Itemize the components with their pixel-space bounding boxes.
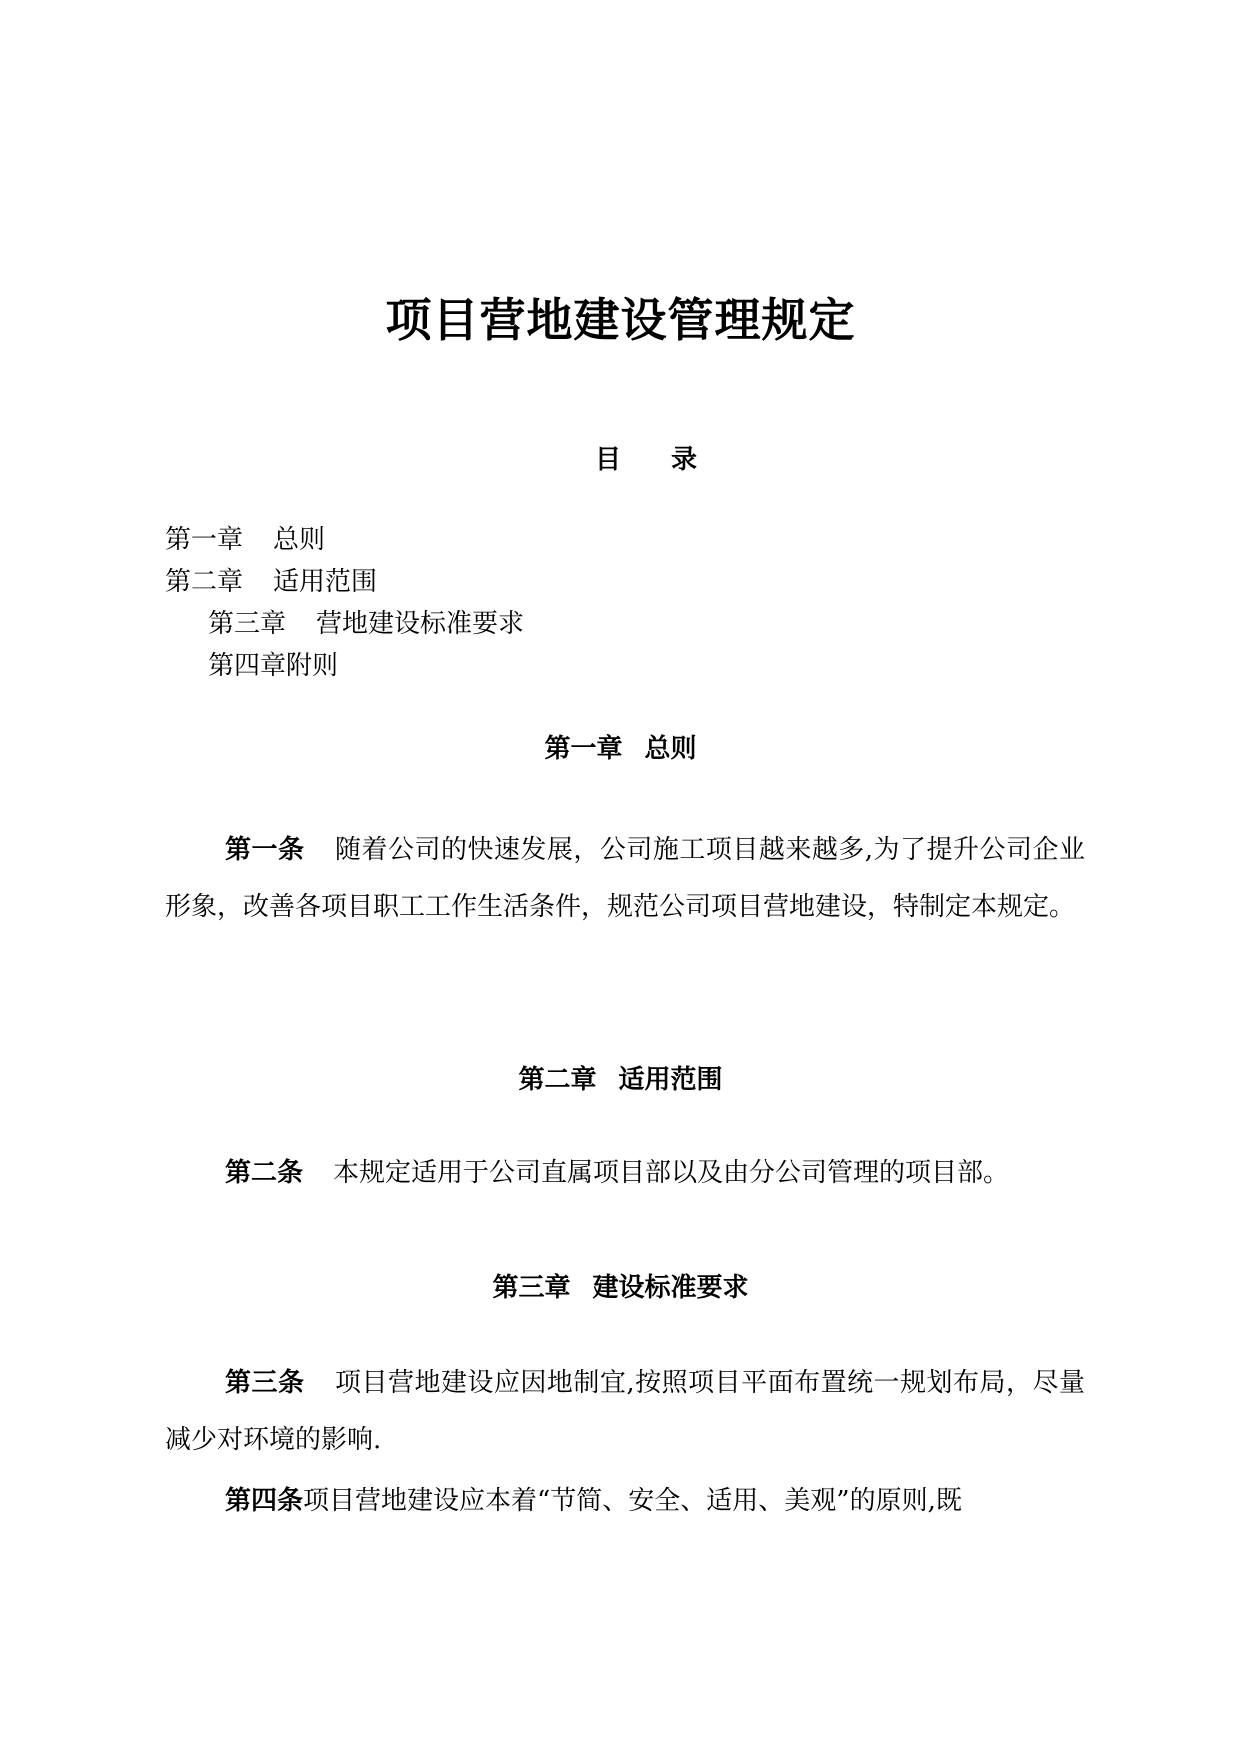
toc-item bbox=[165, 564, 377, 600]
article-paragraph bbox=[165, 1355, 1085, 1530]
toc-item-number: 第二章 bbox=[165, 567, 244, 597]
document-title: 项目营地建设管理规定 bbox=[385, 293, 856, 347]
chapter-number: 第二章 bbox=[518, 1065, 597, 1095]
toc-item-number: 第一章 bbox=[165, 525, 244, 555]
toc-item bbox=[165, 522, 325, 558]
chapter-heading bbox=[0, 731, 1241, 767]
toc-item-number: 第四章 bbox=[208, 651, 287, 681]
article-paragraph bbox=[165, 1145, 1085, 1202]
toc-item-name: 营地建设标准要求 bbox=[316, 609, 525, 639]
toc-item bbox=[208, 606, 524, 642]
chapter-name: 总则 bbox=[644, 734, 697, 764]
toc-item-name: 适用范围 bbox=[273, 567, 378, 597]
chapter-number: 第一章 bbox=[544, 734, 623, 764]
article-label: 第一条 bbox=[225, 835, 305, 865]
article-label: 第二条 bbox=[225, 1158, 304, 1188]
chapter-name: 建设标准要求 bbox=[592, 1273, 749, 1303]
article-text: 项目营地建设应本着“节简、安全、适用、美观”的原则,既 bbox=[303, 1486, 962, 1516]
toc-item-name: 附则 bbox=[286, 651, 339, 681]
toc-heading-char-2: 录 bbox=[671, 445, 698, 475]
article-label: 第三条 bbox=[225, 1368, 305, 1398]
article-paragraph bbox=[165, 822, 1085, 936]
chapter-number: 第三章 bbox=[492, 1273, 571, 1303]
article-label: 第四条 bbox=[225, 1486, 304, 1516]
chapter-heading bbox=[0, 1062, 1241, 1098]
article-text: 本规定适用于公司直属项目部以及由分公司管理的项目部。 bbox=[333, 1158, 1010, 1188]
chapter-heading bbox=[0, 1270, 1241, 1306]
toc-item-name: 总则 bbox=[273, 525, 326, 555]
toc-heading bbox=[595, 442, 697, 478]
article-text: 项目营地建设应因地制宜,按照项目平面布置统一规划布局，尽量减少对环境的影响. bbox=[165, 1368, 1085, 1455]
toc-item bbox=[208, 648, 338, 684]
chapter-name: 适用范围 bbox=[618, 1065, 723, 1095]
toc-item-number: 第三章 bbox=[208, 609, 287, 639]
article-text: 随着公司的快速发展，公司施工项目越来越多,为了提升公司企业形象，改善各项目职工工作生活条件，规范公司项目营地建设，特制定本规定。 bbox=[165, 835, 1085, 922]
toc-heading-char-1: 目 bbox=[595, 445, 622, 475]
